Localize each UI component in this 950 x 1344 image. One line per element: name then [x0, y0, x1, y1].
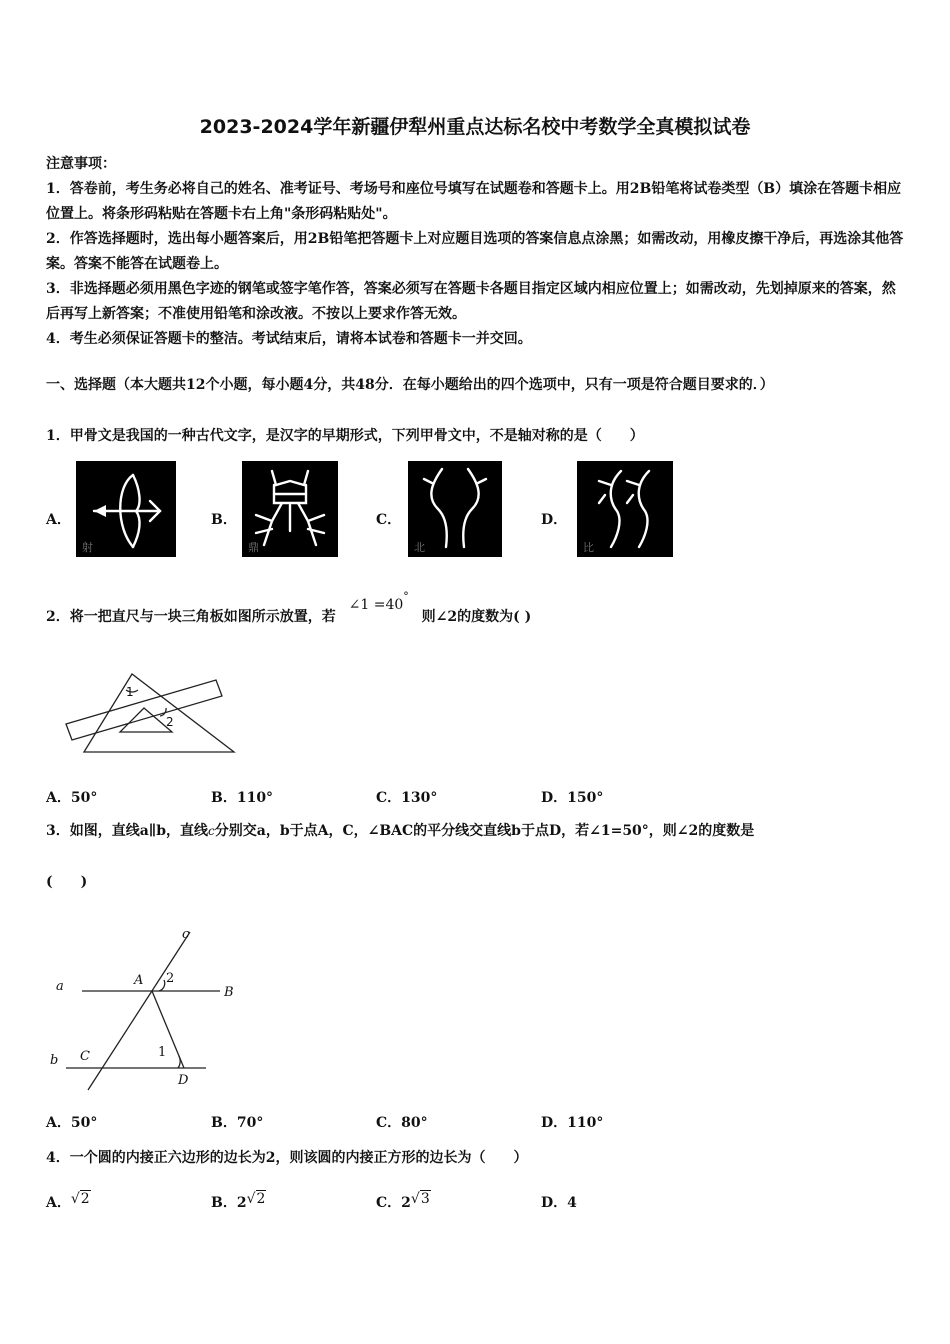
- oracle-caption-bei: 北: [414, 541, 425, 554]
- q3-label-c: c: [182, 927, 190, 942]
- oracle-caption-bi: 比: [583, 541, 594, 554]
- oracle-bi-image: [577, 461, 673, 557]
- q3-option-b: B．70°: [211, 1115, 264, 1131]
- q3-parallel-lines-figure: [46, 922, 246, 1092]
- q3-label-B: B: [224, 985, 234, 1000]
- q3-label-D: D: [178, 1073, 189, 1088]
- q4-option-c: [376, 1192, 431, 1212]
- oracle-caption-she: 射: [82, 541, 93, 554]
- q4-option-b-sqrt: √2: [246, 1191, 266, 1207]
- q3-label-b: b: [50, 1053, 59, 1068]
- q4-option-d: D．4: [541, 1195, 577, 1211]
- note-item-1: 1．答卷前，考生务必将自己的姓名、准考证号、考场号和座位号填写在试题卷和答题卡上。用2B铅笔将试卷类型（B）填涂在答题卡相应位置上。将条形码粘贴在答题卡右上角"条形码粘贴处"。: [46, 181, 902, 222]
- q4-option-b: [211, 1192, 266, 1212]
- oracle-bei-image: [408, 461, 502, 557]
- q3-label-A: A: [134, 973, 144, 988]
- q1-option-b-label: B．: [211, 512, 237, 528]
- q4-option-c-radicand: 3: [420, 1191, 430, 1207]
- q2-option-c: C．130°: [376, 790, 438, 806]
- q1-option-a-label: A．: [46, 512, 71, 528]
- q3-stem-before: 3．如图，直线a∥b，直线: [46, 823, 209, 839]
- q3-line-c: c: [208, 824, 215, 838]
- q3-stem-after: 分别交a，b于点A，C，∠BAC的平分线交直线b于点D，若∠1=50°，则∠2的度数是: [214, 823, 755, 839]
- q3-option-c: C．80°: [376, 1115, 428, 1131]
- q2-degree-sign: °: [403, 590, 409, 603]
- q1-option-d-label: D．: [541, 512, 568, 528]
- q3-option-d: D．110°: [541, 1115, 604, 1131]
- q3-stem: [46, 820, 906, 840]
- oracle-she-image: [76, 461, 176, 557]
- q3-label-1: 1: [158, 1045, 167, 1060]
- notes-heading: 注意事项：: [46, 156, 116, 172]
- q3-answer-paren: ( ): [46, 874, 88, 890]
- oracle-caption-ding: 鼎: [248, 541, 259, 554]
- q2-stem-after: 则∠2的度数为( ): [421, 609, 532, 625]
- q4-option-a-radicand: 2: [80, 1191, 90, 1207]
- exam-title: 2023-2024学年新疆伊犁州重点达标名校中考数学全真模拟试卷: [199, 116, 751, 138]
- section-heading: 一、选择题（本大题共12个小题，每小题4分，共48分．在每小题给出的四个选项中，只有一项是符合题目要求的．）: [46, 377, 774, 393]
- q2-angle-expression: [348, 590, 409, 613]
- q3-label-C: C: [80, 1049, 90, 1064]
- q4-option-a-sqrt: √2: [70, 1191, 90, 1207]
- q3-label-2: 2: [166, 971, 175, 986]
- q4-option-b-radicand: 2: [256, 1191, 266, 1207]
- q2-stem: [46, 590, 532, 626]
- q4-option-c-label: C．2: [376, 1195, 411, 1211]
- q2-stem-before: 2．将一把直尺与一块三角板如图所示放置，若: [46, 609, 336, 625]
- q2-option-d: D．150°: [541, 790, 604, 806]
- note-item-2: 2．作答选择题时，选出每小题答案后，用2B铅笔把答题卡上对应题目选项的答案信息点涂黑；如需改动，用橡皮擦干净后，再选涂其他答案。答案不能答在试题卷上。: [46, 231, 904, 272]
- note-item-3: 3．非选择题必须用黑色字迹的钢笔或签字笔作答，答案必须写在答题卡各题目指定区域内相应位置上；如需改动，先划掉原来的答案，然后再写上新答案；不准使用铅笔和涂改液。不按以上要求作答无效。: [46, 281, 896, 322]
- q4-stem: 4．一个圆的内接正六边形的边长为2，则该圆的内接正方形的边长为（ ）: [46, 1150, 528, 1166]
- q2-angle-label-2: 2: [166, 715, 174, 729]
- q2-angle-label-1: 1: [126, 685, 134, 699]
- q2-option-a: A．50°: [46, 790, 98, 806]
- notes-section: [46, 152, 906, 352]
- q2-option-b: B．110°: [211, 790, 274, 806]
- note-item-4: 4．考生必须保证答题卡的整洁。考试结束后，请将本试卷和答题卡一并交回。: [46, 331, 532, 347]
- oracle-ding-image: [242, 461, 338, 557]
- q2-ruler-triangle-figure: [56, 656, 246, 768]
- q4-option-a-label: A．: [46, 1195, 71, 1211]
- q4-option-a: [46, 1192, 91, 1212]
- q3-option-a: A．50°: [46, 1115, 98, 1131]
- q1-option-c-label: C．: [376, 512, 402, 528]
- q1-stem: 1．甲骨文是我国的一种古代文字，是汉字的早期形式，下列甲骨文中，不是轴对称的是（ ）: [46, 428, 644, 444]
- q4-option-c-sqrt: √3: [410, 1191, 430, 1207]
- q2-angle-value: ∠1 =40: [348, 597, 404, 613]
- q4-option-b-label: B．2: [211, 1195, 247, 1211]
- q3-label-a: a: [56, 979, 64, 994]
